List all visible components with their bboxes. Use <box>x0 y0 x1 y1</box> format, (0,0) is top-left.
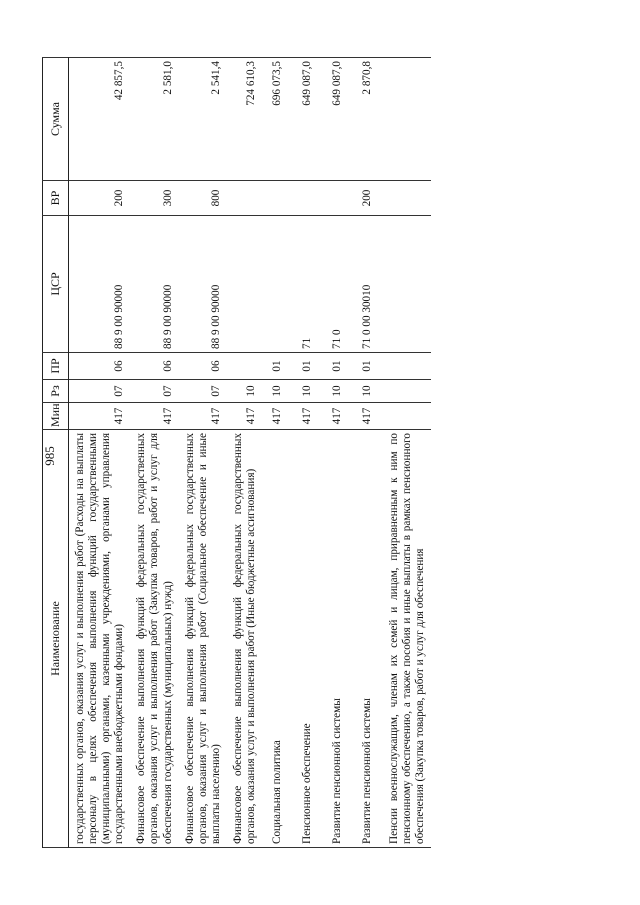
row-rz: 10 <box>322 380 352 403</box>
row-min: 417 <box>292 403 322 430</box>
row-pr: 01 <box>322 353 352 380</box>
row-pr: 01 <box>292 353 322 380</box>
row-name: Развитие пенсионной системы <box>322 430 352 848</box>
row-rz: 10 <box>292 380 322 403</box>
row-min: 417 <box>179 403 227 430</box>
row-vr: 300 <box>130 181 178 216</box>
row-pr: 01 <box>262 353 292 380</box>
row-pr: 06 <box>130 353 178 380</box>
row-csr: 88 9 00 90000 <box>69 216 131 353</box>
table-header-row <box>43 58 69 848</box>
row-sum <box>383 58 431 181</box>
row-name: Пенсионное обеспечение <box>292 430 322 848</box>
row-vr: 800 <box>179 181 227 216</box>
row-csr <box>227 216 262 353</box>
header-csr: ЦСР <box>43 216 69 353</box>
row-pr: 01 <box>352 353 382 380</box>
header-name: Наименование <box>43 430 69 848</box>
row-name: Развитие пенсионной системы <box>352 430 382 848</box>
row-vr <box>262 181 292 216</box>
row-vr <box>322 181 352 216</box>
table-row <box>69 58 131 848</box>
table-row <box>322 58 352 848</box>
row-rz: 07 <box>69 380 131 403</box>
row-csr <box>262 216 292 353</box>
row-min <box>383 403 431 430</box>
row-rz: 10 <box>262 380 292 403</box>
table-row <box>352 58 382 848</box>
row-vr <box>227 181 262 216</box>
header-rz: Рз <box>43 380 69 403</box>
table-row <box>292 58 322 848</box>
row-sum: 724 610,3 <box>227 58 262 181</box>
row-min: 417 <box>322 403 352 430</box>
row-pr: 06 <box>179 353 227 380</box>
row-vr <box>292 181 322 216</box>
row-min: 417 <box>227 403 262 430</box>
rotated-page-content <box>42 58 612 848</box>
row-name: Финансовое обеспечение выполнения функций федеральных государственных органов, оказания услуг и выполнения работ (Иные бюджетные ассигнования) <box>227 430 262 848</box>
row-sum: 649 087,0 <box>292 58 322 181</box>
budget-table <box>42 57 431 848</box>
row-min: 417 <box>352 403 382 430</box>
row-name: Финансовое обеспечение выполнения функций федеральных государственных органов, оказания услуг и выполнения работ (Социальное обеспечение и иные выплаты населению) <box>179 430 227 848</box>
row-min: 417 <box>130 403 178 430</box>
row-rz: 10 <box>352 380 382 403</box>
row-sum: 2 870,8 <box>352 58 382 181</box>
row-name: Пенсии военнослужащим, членам их семей и лицам, приравненным к ним по пенсионному обеспечению, а также пособия и иные выплаты в рамках пенсионного обеспечения (Закупка товаров, работ и услуг для обеспечения <box>383 430 431 848</box>
row-csr: 88 9 00 90000 <box>179 216 227 353</box>
table-row <box>227 58 262 848</box>
row-csr: 71 0 <box>322 216 352 353</box>
row-csr: 71 0 00 30010 <box>352 216 382 353</box>
row-pr: 06 <box>69 353 131 380</box>
table-row <box>179 58 227 848</box>
row-sum: 649 087,0 <box>322 58 352 181</box>
page-number: 985 <box>42 446 57 466</box>
row-csr: 88 9 00 90000 <box>130 216 178 353</box>
header-sum: Сумма <box>43 58 69 181</box>
row-rz <box>383 380 431 403</box>
header-vr: ВР <box>43 181 69 216</box>
table-row <box>130 58 178 848</box>
row-rz: 10 <box>227 380 262 403</box>
row-name: государственных органов, оказания услуг и выполнения работ (Расходы на выплаты персоналу в целях обеспечения выполнения функций государственными (муниципальными) органами, казенными учреждениями, органами управления государственными внебюджетными фондами) <box>69 430 131 848</box>
row-rz: 07 <box>179 380 227 403</box>
header-min: Мин <box>43 403 69 430</box>
header-pr: ПР <box>43 353 69 380</box>
row-min: 417 <box>69 403 131 430</box>
row-vr <box>383 181 431 216</box>
row-min: 417 <box>262 403 292 430</box>
row-csr: 71 <box>292 216 322 353</box>
row-sum: 2 541,4 <box>179 58 227 181</box>
row-vr: 200 <box>352 181 382 216</box>
row-sum: 2 581,0 <box>130 58 178 181</box>
row-vr: 200 <box>69 181 131 216</box>
table-row <box>383 58 431 848</box>
table-row <box>262 58 292 848</box>
row-sum: 696 073,5 <box>262 58 292 181</box>
row-csr <box>383 216 431 353</box>
row-rz: 07 <box>130 380 178 403</box>
row-sum: 42 857,5 <box>69 58 131 181</box>
row-pr <box>227 353 262 380</box>
row-name: Финансовое обеспечение выполнения функций федеральных государственных органов, оказания услуг и выполнения работ (Закупка товаров, работ и услуг для обеспечения государственных (муниципальных) нужд) <box>130 430 178 848</box>
row-name: Социальная политика <box>262 430 292 848</box>
row-pr <box>383 353 431 380</box>
